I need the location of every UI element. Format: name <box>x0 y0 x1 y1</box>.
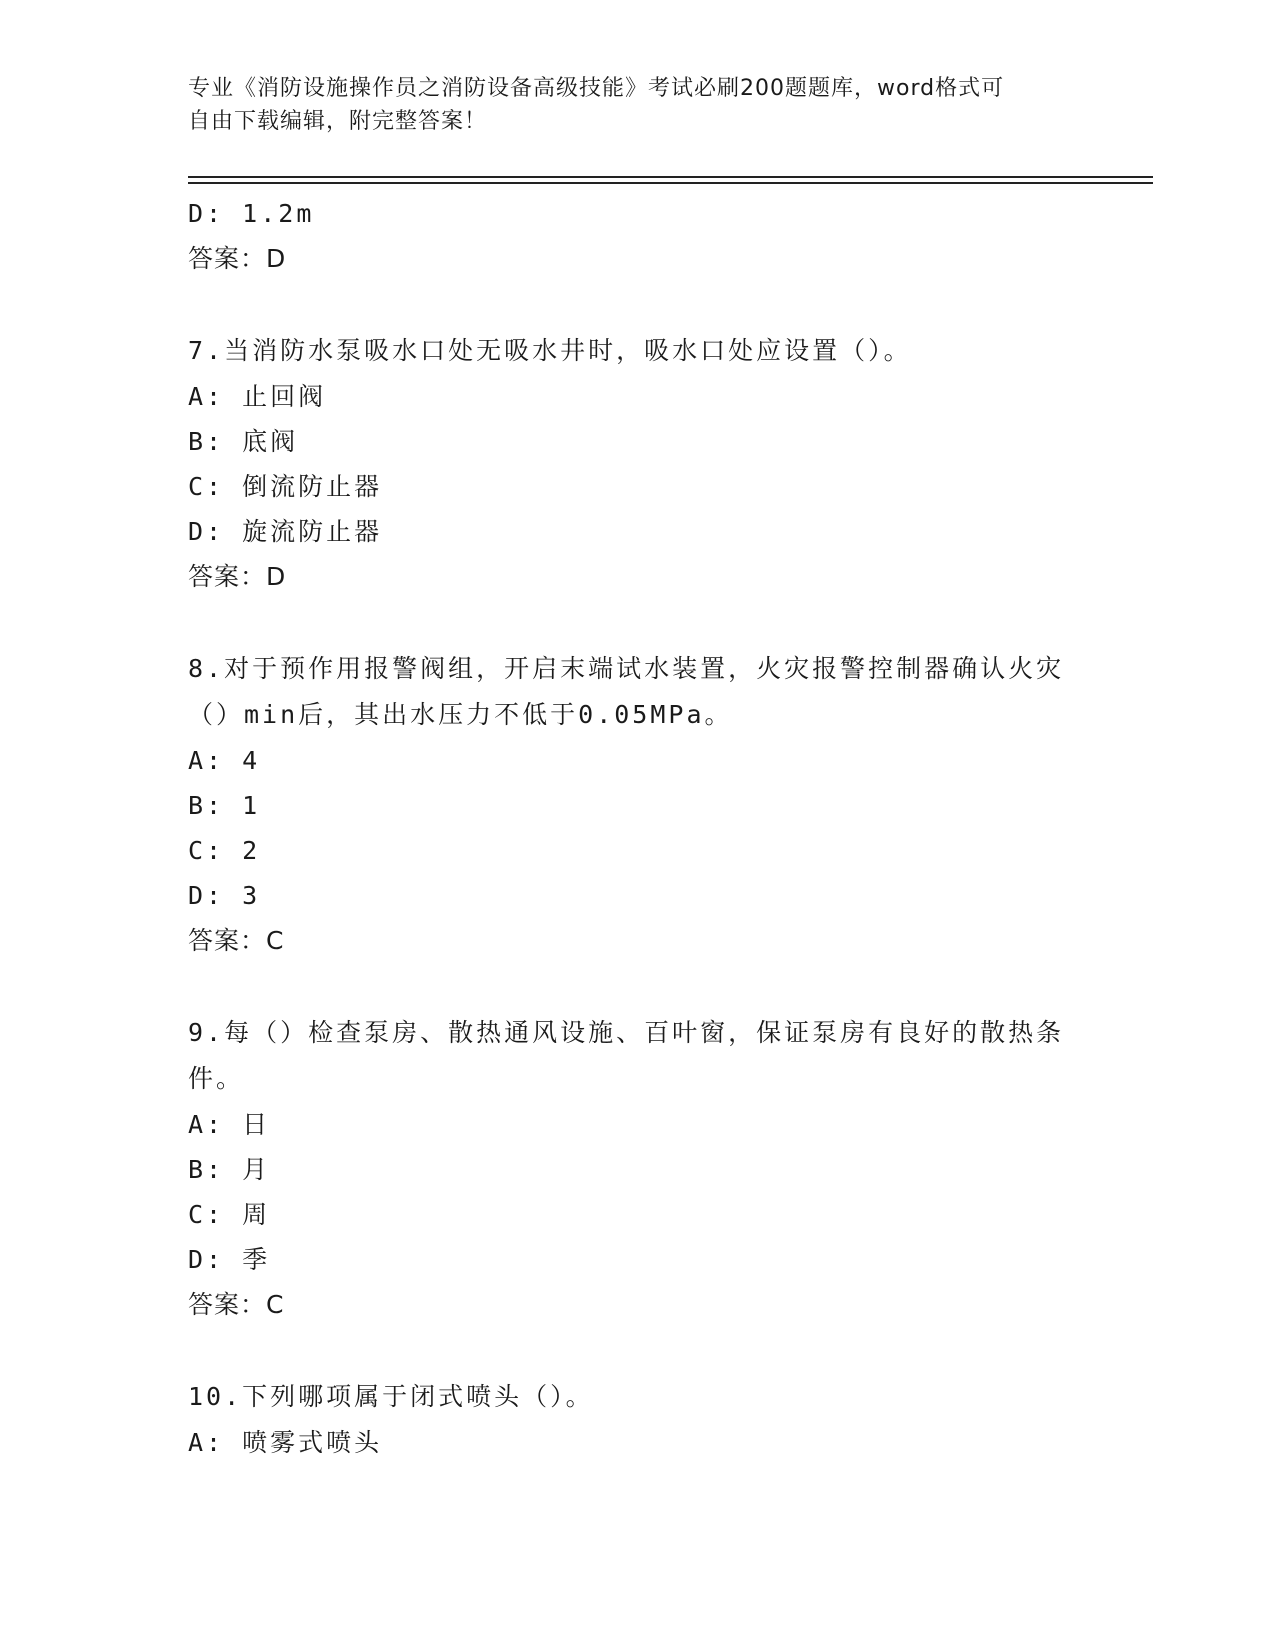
option-text: 1 <box>242 791 261 820</box>
option-text: 喷雾式喷头 <box>242 1428 383 1457</box>
option-d <box>188 191 1088 236</box>
question-8 <box>188 646 1088 963</box>
option-text: 止回阀 <box>242 382 327 411</box>
option-d <box>188 873 1088 918</box>
option-key: B: <box>188 791 225 820</box>
option-text: 倒流防止器 <box>242 472 383 501</box>
option-a <box>188 1102 1088 1147</box>
prev-question <box>188 191 1088 281</box>
question-9 <box>188 1010 1088 1327</box>
header-divider-top <box>188 176 1153 178</box>
answer-line: 答案：D <box>188 244 287 273</box>
answer-line: 答案：C <box>188 1290 285 1319</box>
question-stem: 8.对于预作用报警阀组，开启末端试水装置，火灾报警控制器确认火灾（）min后，其出水压力不低于0.05MPa。 <box>188 654 1065 729</box>
option-text: 3 <box>242 881 261 910</box>
question-7 <box>188 328 1088 599</box>
option-text: 旋流防止器 <box>242 517 383 546</box>
option-key: B: <box>188 1155 225 1184</box>
option-b <box>188 1147 1088 1192</box>
document-header <box>188 72 1068 138</box>
question-stem: 7.当消防水泵吸水口处无吸水井时，吸水口处应设置（）。 <box>188 336 912 365</box>
option-key: B: <box>188 427 225 456</box>
option-key: C: <box>188 836 225 865</box>
option-key: D: <box>188 199 225 228</box>
option-text: 月 <box>242 1155 271 1184</box>
header-line-2: 自由下载编辑，附完整答案！ <box>188 109 488 134</box>
option-text: 1.2m <box>242 199 315 228</box>
option-text: 季 <box>242 1245 271 1274</box>
option-b <box>188 783 1088 828</box>
option-b <box>188 419 1088 464</box>
option-d <box>188 1237 1088 1282</box>
option-d <box>188 509 1088 554</box>
question-stem: 9.每（）检查泵房、散热通风设施、百叶窗，保证泵房有良好的散热条件。 <box>188 1018 1065 1093</box>
answer-line: 答案：D <box>188 562 287 591</box>
option-a <box>188 374 1088 419</box>
option-key: C: <box>188 1200 225 1229</box>
question-stem: 10.下列哪项属于闭式喷头（）。 <box>188 1382 594 1411</box>
option-c <box>188 464 1088 509</box>
option-key: A: <box>188 382 225 411</box>
header-line-1: 专业《消防设施操作员之消防设备高级技能》考试必刷200题题库，word格式可 <box>188 76 1005 101</box>
option-key: C: <box>188 472 225 501</box>
option-key: D: <box>188 1245 225 1274</box>
option-text: 日 <box>242 1110 271 1139</box>
question-10 <box>188 1374 1088 1465</box>
option-key: A: <box>188 746 225 775</box>
option-key: A: <box>188 1428 225 1457</box>
option-c <box>188 828 1088 873</box>
option-key: A: <box>188 1110 225 1139</box>
option-text: 2 <box>242 836 261 865</box>
question-content <box>188 191 1088 1465</box>
option-text: 周 <box>242 1200 271 1229</box>
option-c <box>188 1192 1088 1237</box>
option-text: 底阀 <box>242 427 299 456</box>
option-a <box>188 738 1088 783</box>
option-a <box>188 1420 1088 1465</box>
option-key: D: <box>188 517 225 546</box>
option-text: 4 <box>242 746 261 775</box>
answer-line: 答案：C <box>188 926 285 955</box>
header-divider-bottom <box>188 182 1153 184</box>
option-key: D: <box>188 881 225 910</box>
